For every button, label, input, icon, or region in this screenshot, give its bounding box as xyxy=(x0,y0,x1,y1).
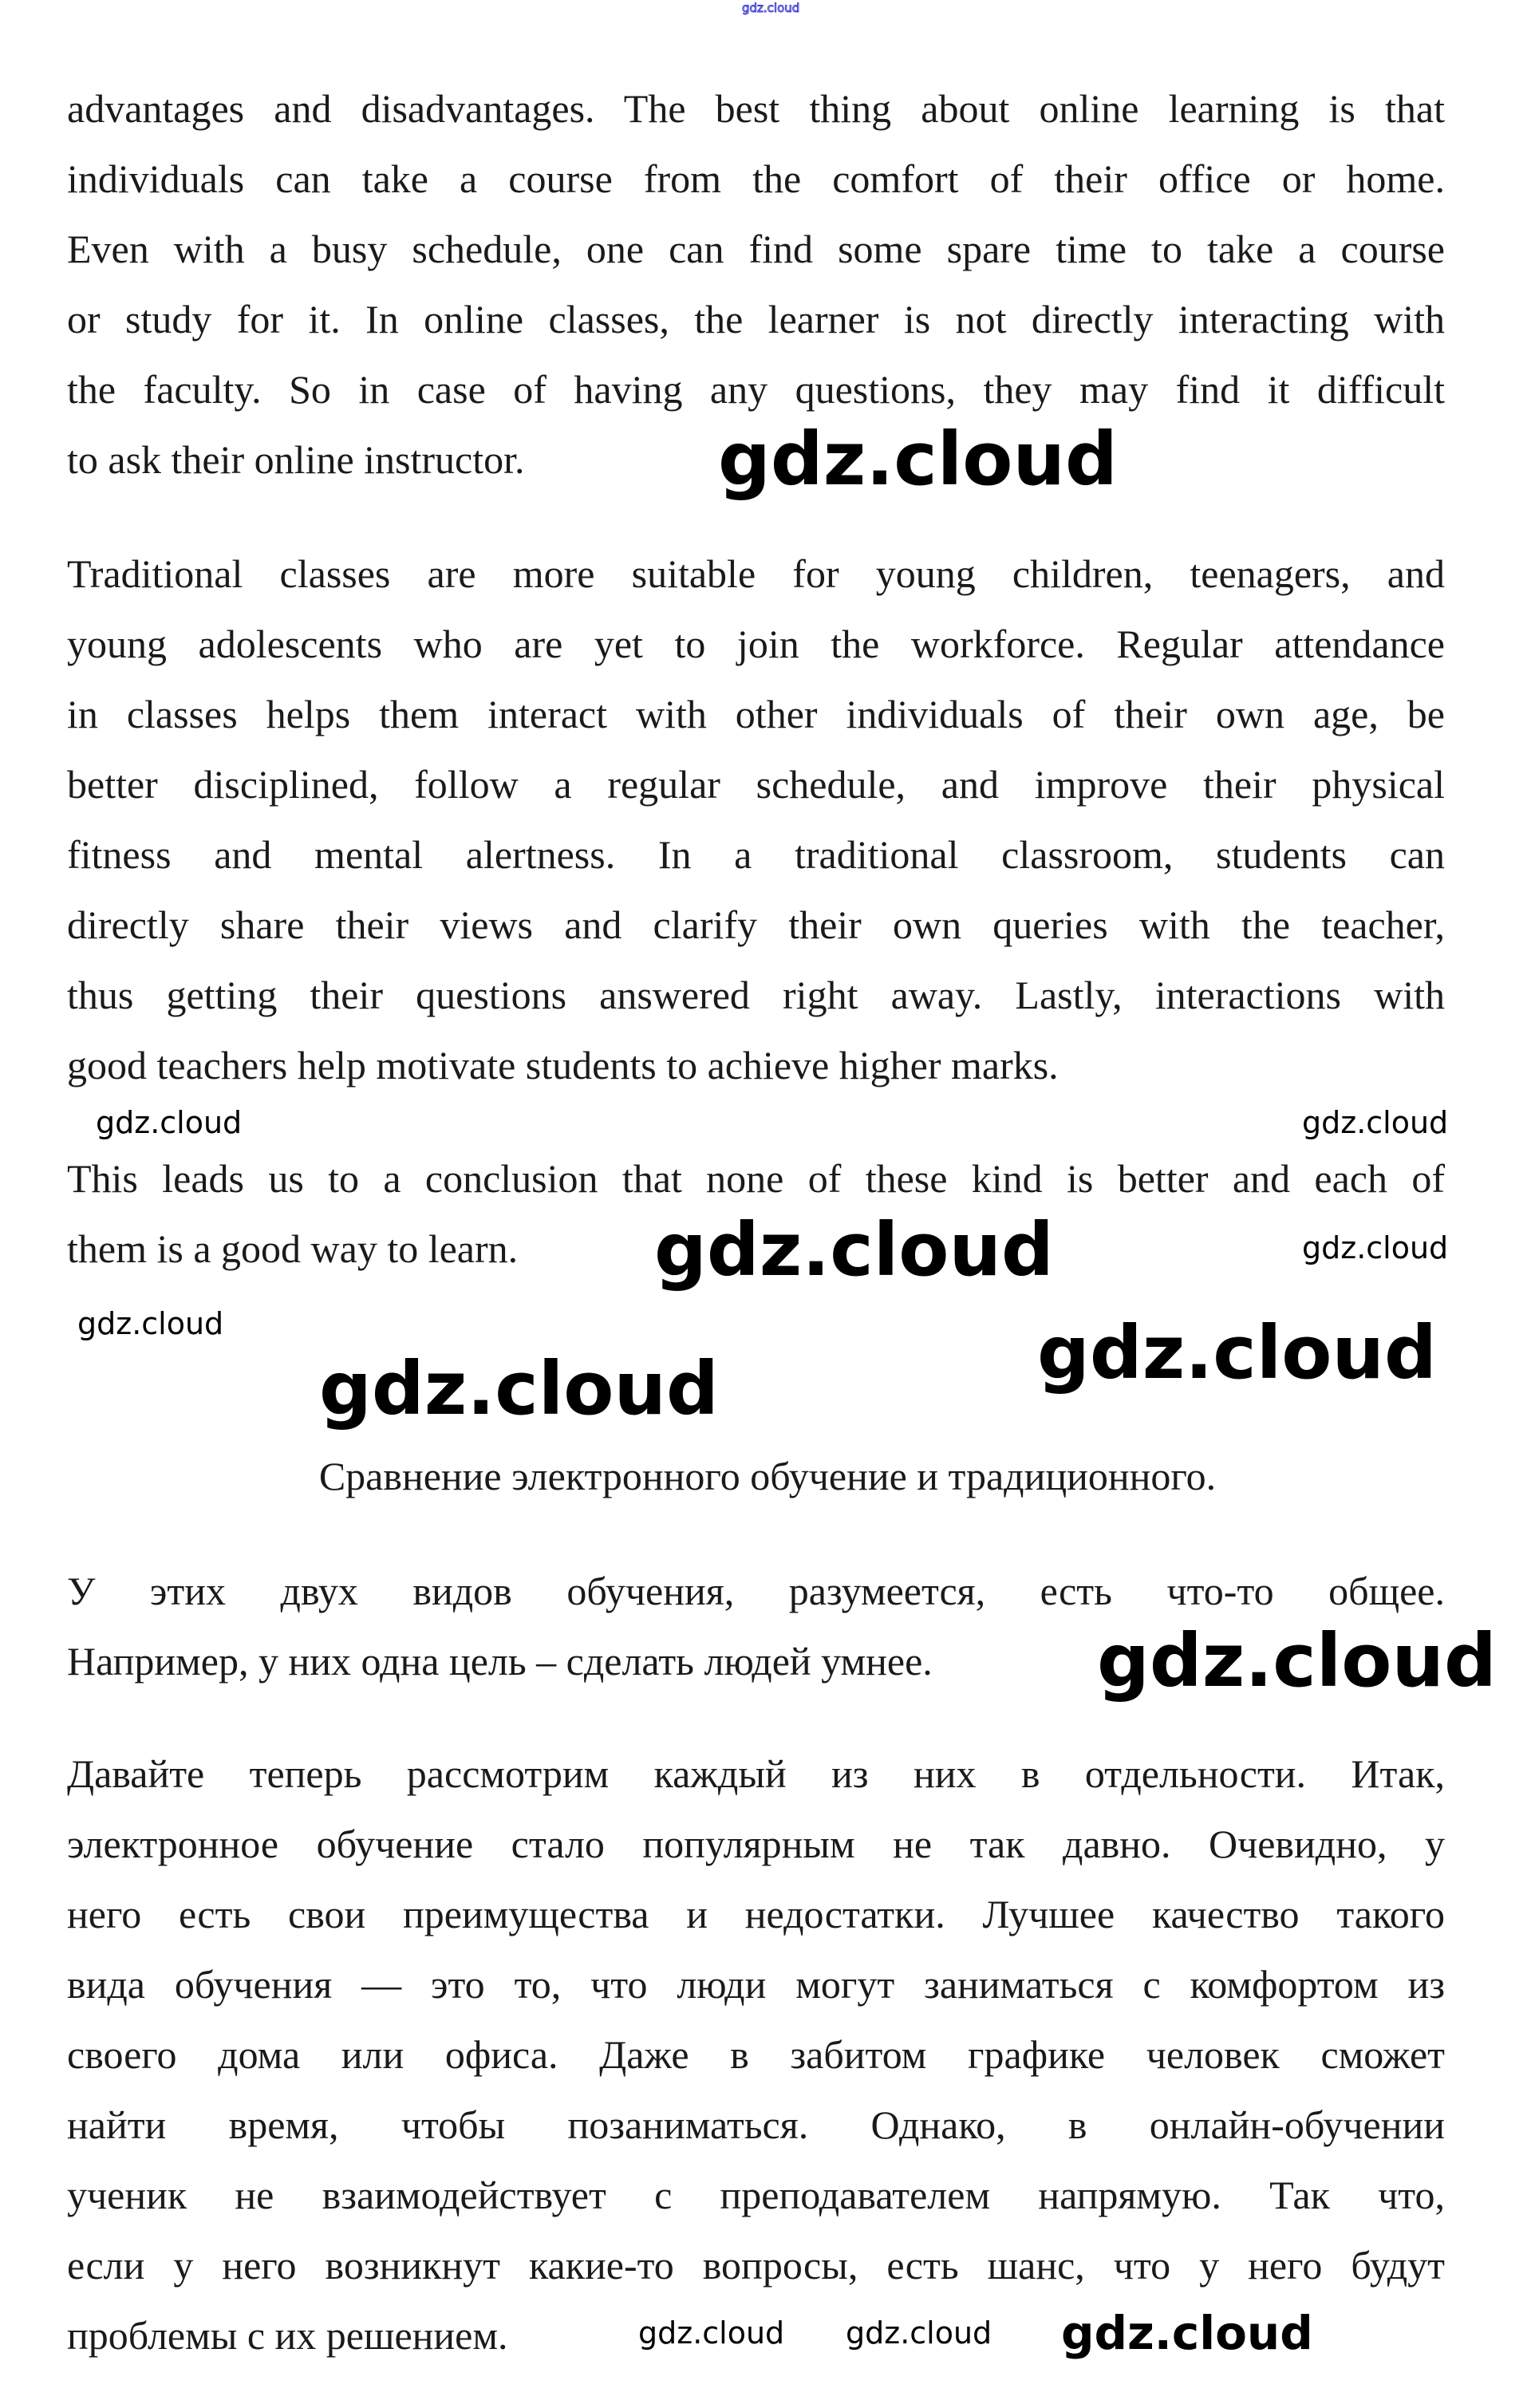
watermark: gdz.cloud xyxy=(654,1207,1054,1293)
text-line: найти время, чтобы позаниматься. Однако, в онлайн-обучении xyxy=(67,2102,1445,2147)
watermark-top: gdz.cloud xyxy=(742,1,800,15)
watermark: gdz.cloud xyxy=(718,416,1118,502)
watermark: gdz.cloud xyxy=(846,2315,992,2351)
text-line: fitness and mental alertness. In a traditional classroom, students can xyxy=(67,832,1445,877)
text-line: or study for it. In online classes, the learner is not directly interacting with xyxy=(67,297,1445,341)
text-line: to ask their online instructor. xyxy=(67,437,525,482)
translation-heading: Сравнение электронного обучение и традиционного. xyxy=(318,1454,1217,1498)
text-line: вида обучения — это то, что люди могут заниматься с комфортом из xyxy=(67,1962,1445,2007)
text-line: directly share their views and clarify their own queries with the teacher, xyxy=(67,902,1445,947)
text-line: проблемы с их решением. xyxy=(67,2313,508,2358)
watermark: gdz.cloud xyxy=(1097,1618,1497,1703)
watermark: gdz.cloud xyxy=(1302,1105,1449,1140)
paragraph-ru-elearning xyxy=(67,1739,1445,2370)
text-line: This leads us to a conclusion that none of these kind is better and each of xyxy=(67,1156,1445,1201)
text-line: У этих двух видов обучения, разумеется, есть что-то общее. xyxy=(67,1569,1445,1613)
text-line: good teachers help motivate students to achieve higher marks. xyxy=(67,1043,1059,1088)
text-line: Even with a busy schedule, one can find some spare time to take a course xyxy=(67,227,1445,271)
watermark: gdz.cloud xyxy=(1037,1310,1437,1395)
text-line: thus getting their questions answered right away. Lastly, interactions with xyxy=(67,973,1445,1017)
text-line: advantages and disadvantages. The best thing about online learning is that xyxy=(67,86,1445,131)
text-line: Давайте теперь рассмотрим каждый из них в отдельности. Итак, xyxy=(67,1751,1445,1796)
text-line: Например, у них одна цель – сделать людей умнее. xyxy=(67,1639,933,1684)
watermark: gdz.cloud xyxy=(77,1306,224,1341)
watermark: gdz.cloud xyxy=(1302,1230,1449,1265)
text-line: ученик не взаимодействует с преподавателем напрямую. Так что, xyxy=(67,2173,1445,2217)
text-line: them is a good way to learn. xyxy=(67,1226,519,1271)
paragraph-traditional-classes xyxy=(67,539,1445,1100)
text-line: individuals can take a course from the comfort of their office or home. xyxy=(67,156,1445,201)
text-line: young adolescents who are yet to join the workforce. Regular attendance xyxy=(67,622,1445,666)
text-line: in classes helps them interact with other individuals of their own age, be xyxy=(67,692,1445,736)
watermark: gdz.cloud xyxy=(96,1105,243,1140)
text-line: него есть свои преимущества и недостатки. Лучшее качество такого xyxy=(67,1892,1445,1936)
text-line: своего дома или офиса. Даже в забитом графике человек сможет xyxy=(67,2032,1445,2077)
watermark: gdz.cloud xyxy=(319,1346,719,1431)
watermark: gdz.cloud xyxy=(1061,2306,1313,2360)
text-line: the faculty. So in case of having any questions, they may find it difficult xyxy=(67,367,1445,412)
text-line: электронное обучение стало популярным не так давно. Очевидно, у xyxy=(67,1822,1445,1866)
text-line: better disciplined, follow a regular schedule, and improve their physical xyxy=(67,762,1445,807)
text-line: Traditional classes are more suitable for young children, teenagers, and xyxy=(67,551,1445,596)
watermark: gdz.cloud xyxy=(638,2315,785,2351)
text-line: если у него возникнут какие-то вопросы, есть шанс, что у него будут xyxy=(67,2243,1445,2288)
